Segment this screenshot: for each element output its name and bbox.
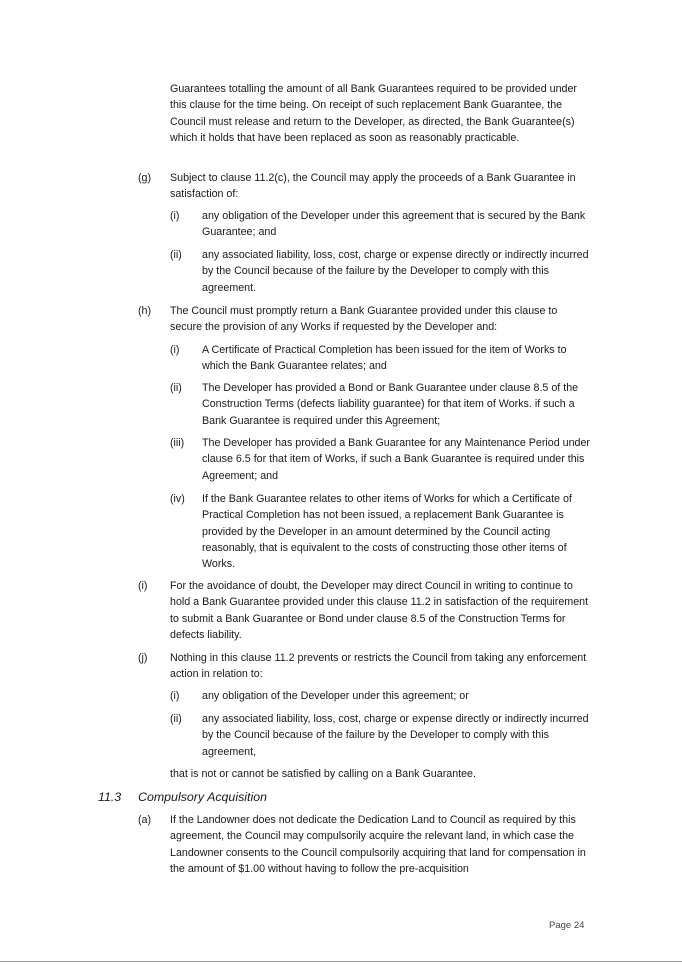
clause-h-iii-text: The Developer has provided a Bank Guarantee for any Maintenance Period under clause 6.5 for that item of Works, if such a Bank Guarantee is required under this Agreement; and [202,437,590,482]
clause-h-label: (h) [138,305,152,317]
clause-j-i-label: (i) [170,690,180,702]
clause-h-i-text: A Certificate of Practical Completion has been issued for the item of Works to which the Bank Guarantee relates; and [202,344,567,373]
clause-g-label: (g) [138,172,152,184]
page-number: Page 24 [549,920,585,931]
section-number: 11.3 [98,790,122,804]
clause-h-ii-text: The Developer has provided a Bond or Bank Guarantee under clause 8.5 of the Construction Terms (defects liability guarantee) for that item of Works. if such a Bank Guarantee is required under this Agreement; [202,382,579,427]
section-title: Compulsory Acquisition [138,790,268,804]
clause-h-text: The Council must promptly return a Bank Guarantee provided under this clause to secure the provision of any Works if requested by the Developer and: [170,305,558,334]
clause-g-i-text: any obligation of the Developer under this agreement that is secured by the Bank Guarantee; and [202,210,586,239]
clause-j-text: Nothing in this clause 11.2 prevents or restricts the Council from taking any enforcement action in relation to: [170,652,587,681]
section-a-label: (a) [138,814,152,826]
section-a-text: If the Landowner does not dedicate the Dedication Land to Council as required by this agreement, the Council may compulsorily acquire the relevant land, in which case the Landowner consents to the Council compulsorily acquiring that land for compensation in the amount of $1.00 without having to follow the pre-acquisition [170,814,586,875]
clause-g-text: Subject to clause 11.2(c), the Council may apply the proceeds of a Bank Guarantee in satisfaction of: [170,172,576,201]
clause-h-ii-label: (ii) [170,382,182,394]
clause-j-i-text: any obligation of the Developer under this agreement; or [202,690,469,702]
intro-paragraph: Guarantees totalling the amount of all Bank Guarantees required to be provided under this clause for the time being. On receipt of such replacement Bank Guarantee, the Council must release and return to the Developer, as directed, the Bank Guarantee(s) which it holds that have been replaced as soon as reasonably practicable. [170,83,577,144]
clause-h-iv-label: (iv) [170,493,185,505]
page-bottom-rule [0,961,682,962]
clause-h-iv-text: If the Bank Guarantee relates to other items of Works for which a Certificate of Practical Completion has not been issued, a replacement Bank Guarantee is provided by the Developer in an amount determined by the Council acting reasonably, that is equivalent to the costs of constructing those other items of Works. [202,493,572,571]
clause-j-ii-text: any associated liability, loss, cost, charge or expense directly or indirectly incurred by the Council because of the failure by the Developer to comply with this agreement, [202,713,589,758]
clause-j-tail: that is not or cannot be satisfied by calling on a Bank Guarantee. [170,768,476,780]
clause-i-text: For the avoidance of doubt, the Developer may direct Council in writing to continue to hold a Bank Guarantee provided under this clause 11.2 in satisfaction of the requirement to submit a Bank Guarantee or Bond under clause 8.5 of the Construction Terms for defects liability. [170,580,589,641]
clause-j-label: (j) [138,652,148,664]
clause-j-ii-label: (ii) [170,713,182,725]
clause-g-ii-label: (ii) [170,249,182,261]
clause-h-i-label: (i) [170,344,180,356]
clause-g-ii-text: any associated liability, loss, cost, charge or expense directly or indirectly incurred by the Council because of the failure by the Developer to comply with this agreement. [202,249,589,294]
clause-h-iii-label: (iii) [170,437,185,449]
clause-g-i-label: (i) [170,210,180,222]
clause-i-label: (i) [138,580,148,592]
